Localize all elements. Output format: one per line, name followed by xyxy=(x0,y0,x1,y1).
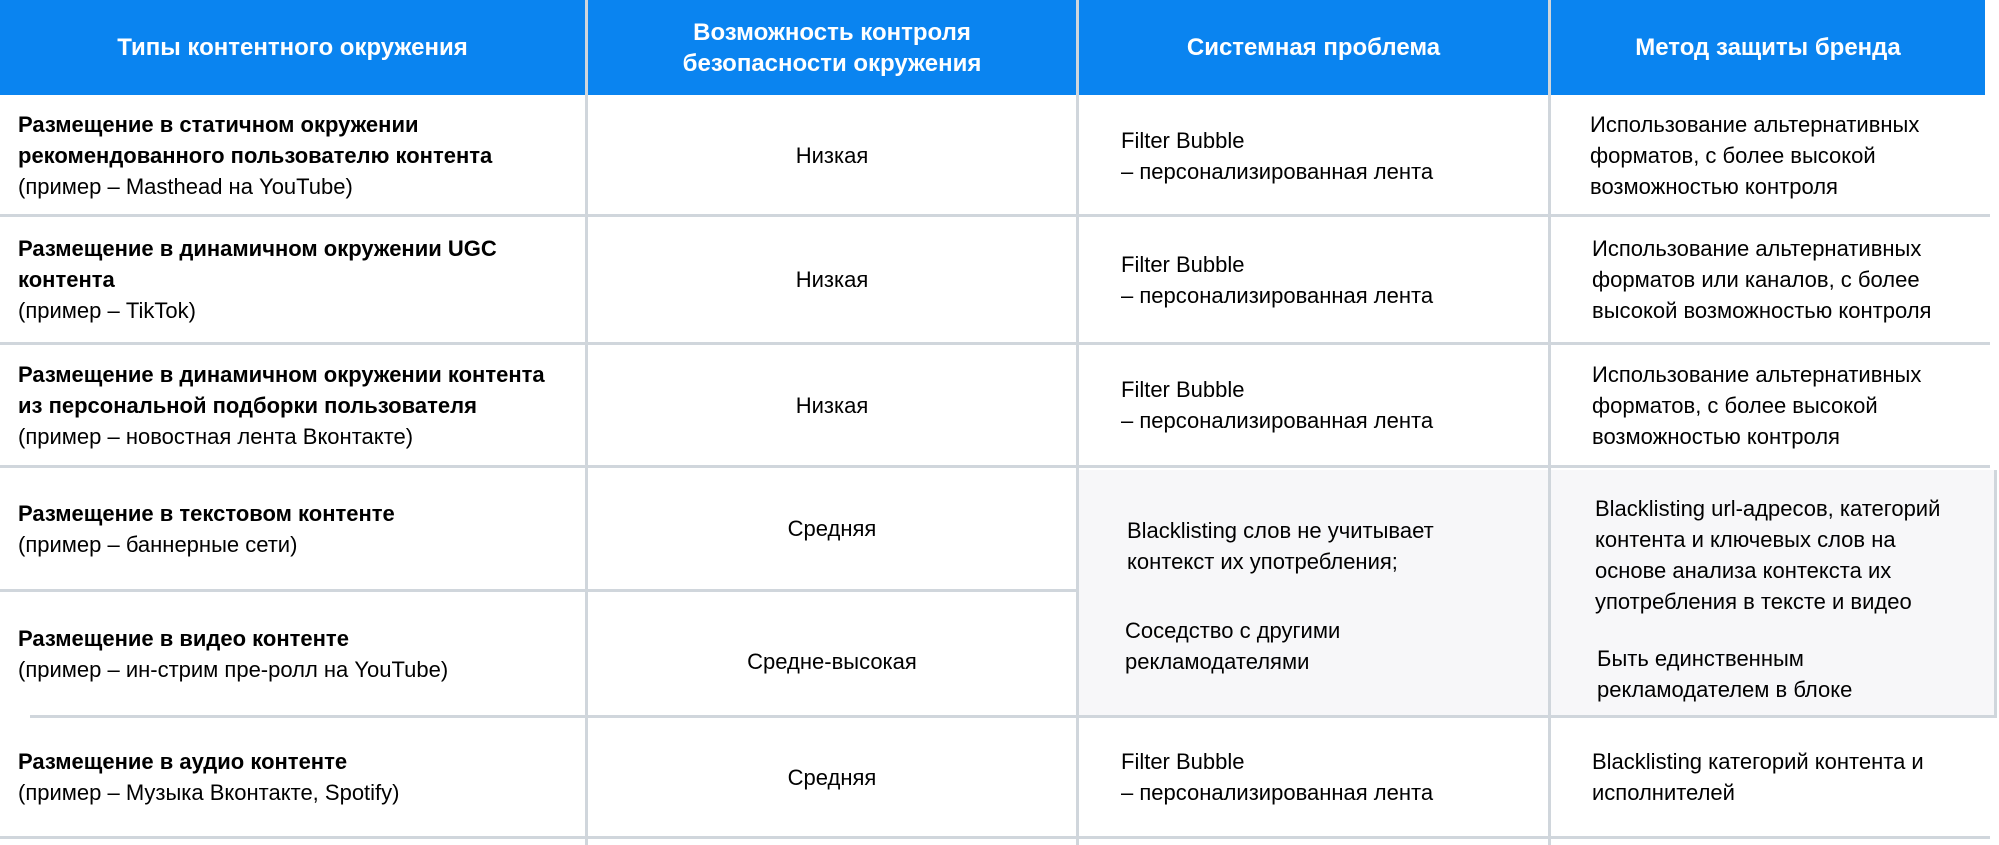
header-col-control-line2: безопасности окружения xyxy=(682,49,982,77)
control-level: Низкая xyxy=(795,143,869,168)
merged-problem-a xyxy=(1127,515,1547,577)
type-example: (пример – Masthead на YouTube) xyxy=(18,174,353,199)
table-row-5-type xyxy=(18,592,583,715)
method-text: употребления в тексте и видео xyxy=(1595,589,1912,614)
merged-problem-b xyxy=(1125,615,1545,677)
header-col-method: Метод защиты бренда xyxy=(1635,34,1901,61)
type-title: рекомендованного пользователю контента xyxy=(18,143,493,168)
type-title: Размещение в динамичном окружении UGC xyxy=(18,236,497,261)
type-example: (пример – TikTok) xyxy=(18,298,196,323)
header-col-control xyxy=(588,0,1076,95)
header-col-types: Типы контентного окружения xyxy=(117,34,468,61)
control-level: Низкая xyxy=(795,392,869,418)
problem-text: – персонализированная лента xyxy=(1121,408,1434,433)
header-col-problem: Системная проблема xyxy=(1186,34,1441,61)
method-text: Использование альтернативных xyxy=(1592,361,1922,387)
type-example: (пример – новостная лента Вконтакте) xyxy=(18,423,414,449)
column-divider xyxy=(1076,0,1079,845)
control-level: Средняя xyxy=(787,516,877,541)
method-text: рекламодателем в блоке xyxy=(1597,677,1853,702)
control-level: Средне-высокая xyxy=(747,649,917,674)
control-level: Низкая xyxy=(795,267,869,292)
type-example: (пример – Музыка Вконтакте, Spotify) xyxy=(18,780,400,805)
problem-text: Соседство с другими xyxy=(1125,618,1341,643)
table-row-2-type xyxy=(18,217,583,342)
method-text: Быть единственным xyxy=(1597,646,1804,671)
table-row-6-control xyxy=(588,718,1076,836)
problem-text: – персонализированная лента xyxy=(1121,282,1434,308)
table-row-6-method xyxy=(1592,718,1992,836)
table-row-6-type xyxy=(18,718,583,836)
method-text: возможностью контроля xyxy=(1592,423,1840,449)
table-row-3-method xyxy=(1592,345,1992,465)
table-row-6-problem xyxy=(1121,718,1546,836)
table-row-2-problem xyxy=(1121,217,1546,342)
merged-method-b xyxy=(1597,643,1992,705)
problem-text: контекст их употребления; xyxy=(1127,549,1398,574)
table-row-4-type xyxy=(18,468,583,589)
table-header xyxy=(0,0,1985,95)
method-text: Blacklisting категорий контента и xyxy=(1592,749,1924,774)
table-row-4-control xyxy=(588,468,1076,589)
type-title: Размещение в статичном окружении xyxy=(18,112,419,137)
header-col-control-line1: Возможность контроля xyxy=(693,18,971,46)
control-level: Средняя xyxy=(787,764,877,790)
table-row-2-control xyxy=(588,217,1076,342)
method-text: Использование альтернативных xyxy=(1592,236,1922,261)
table-row-5-control xyxy=(588,600,1076,723)
method-text: контента и ключевых слов на xyxy=(1595,527,1896,552)
method-text: форматов, с более высокой xyxy=(1592,392,1878,418)
merged-method-a xyxy=(1595,493,1995,617)
table-row-1-problem xyxy=(1121,97,1546,214)
table-row-2-method xyxy=(1592,217,1992,342)
column-divider xyxy=(1548,0,1551,845)
table-row-1-method xyxy=(1590,97,1990,214)
problem-text: Filter Bubble xyxy=(1121,127,1245,153)
type-example: (пример – ин-стрим пре-ролл на YouTube) xyxy=(18,656,449,682)
method-text: форматов, с более высокой xyxy=(1590,143,1876,168)
table-row-1-type xyxy=(18,97,583,214)
problem-text: – персонализированная лента xyxy=(1121,158,1434,184)
table-row-3-problem xyxy=(1121,345,1546,465)
method-text: форматов или каналов, с более xyxy=(1592,267,1920,292)
problem-text: Blacklisting слов не учитывает xyxy=(1127,518,1434,543)
table-row-3-control xyxy=(588,345,1076,465)
method-text: основе анализа контекста их xyxy=(1595,558,1892,583)
row-divider xyxy=(0,836,1990,839)
type-title: Размещение в аудио контенте xyxy=(18,749,348,774)
table-row-3-type xyxy=(18,345,583,465)
problem-text: Filter Bubble xyxy=(1121,251,1245,277)
method-text: высокой возможностью контроля xyxy=(1592,298,1932,323)
type-title: Размещение в динамичном окружении контента xyxy=(18,361,545,387)
type-title: Размещение в видео контенте xyxy=(18,625,349,651)
table-row-1-control xyxy=(588,97,1076,214)
problem-text: – персонализированная лента xyxy=(1121,780,1434,805)
method-text: возможностью контроля xyxy=(1590,174,1838,199)
method-text: исполнителей xyxy=(1592,780,1735,805)
type-title: Размещение в текстовом контенте xyxy=(18,500,395,526)
problem-text: Filter Bubble xyxy=(1121,749,1245,774)
problem-text: Filter Bubble xyxy=(1121,377,1245,402)
type-example: (пример – баннерные сети) xyxy=(18,531,298,557)
method-text: Blacklisting url-адресов, категорий xyxy=(1595,496,1941,521)
problem-text: рекламодателями xyxy=(1125,649,1310,674)
method-text: Использование альтернативных xyxy=(1590,112,1920,137)
type-title: из персональной подборки пользователя xyxy=(18,392,477,418)
type-title: контента xyxy=(18,267,115,292)
